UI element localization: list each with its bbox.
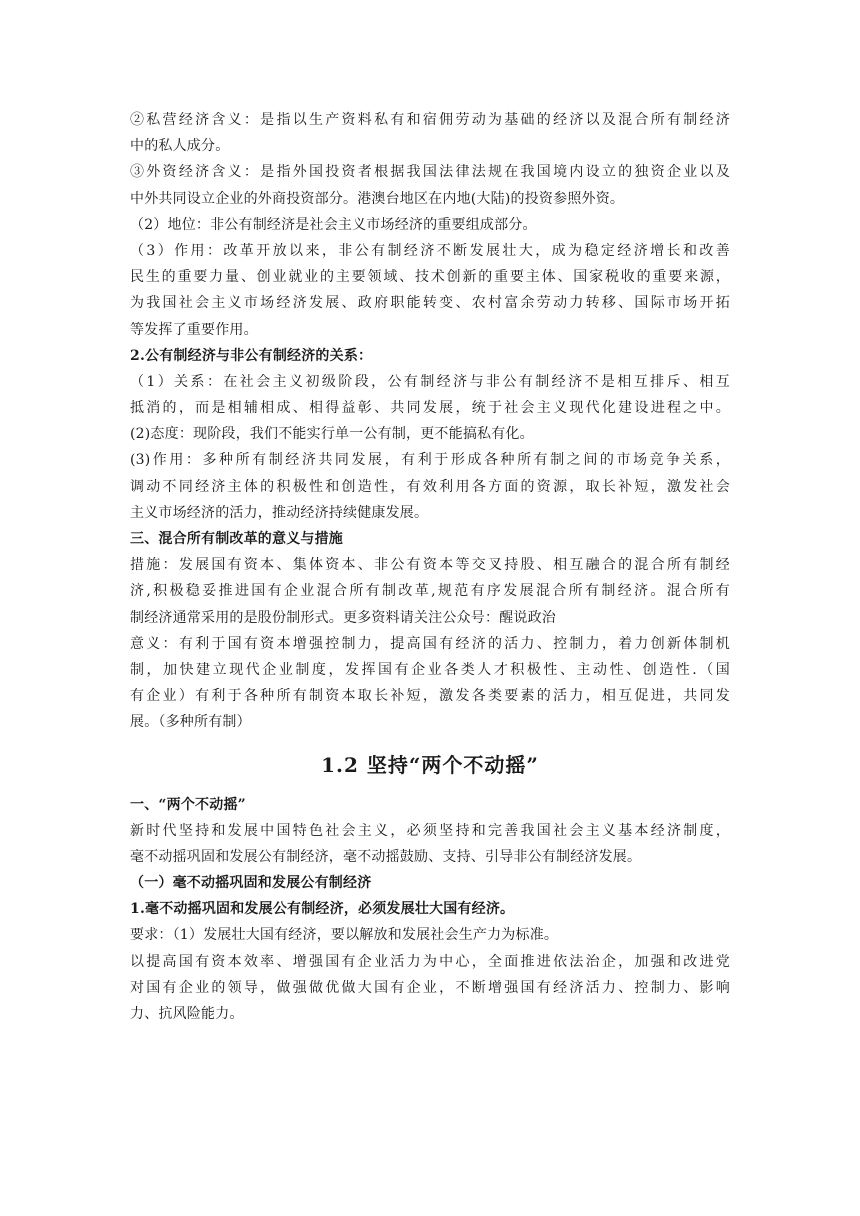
text-line: 力、抗风险能力。 xyxy=(130,1006,244,1022)
text-line: 毫不动摇巩固和发展公有制经济，毫不动摇鼓励、支持、引导非公有制经济发展。 xyxy=(130,848,642,865)
text-line: 抵消的，而是相辅相成、相得益彰、共同发展，统于社会主义现代化建设进程之中。 xyxy=(130,400,730,417)
text-line: （3）作用：改革开放以来，非公有制经济不断发展壮大，成为稳定经济增长和改善 xyxy=(130,242,730,259)
text-line: 有企业）有利于各种所有制资本取长补短，激发各类要素的活力，相互促进，共同发 xyxy=(130,688,730,705)
section-heading: 1.毫不动摇巩固和发展公有制经济，必须发展壮大国有经济。 xyxy=(130,901,515,918)
text-line: 等发挥了重要作用。 xyxy=(130,321,258,338)
text-line: 济,积极稳妥推进国有企业混合所有制改革,规范有序发展混合所有制经济。混合所有 xyxy=(130,583,730,600)
text-line: 以提高国有资本效率、增强国有企业活力为中心，全面推进依法治企，加强和改进党 xyxy=(130,953,730,970)
text-line: 中外共同设立企业的外商投资部分。港澳台地区在内地(大陆)的投资参照外资。 xyxy=(130,190,625,207)
text-line: 民生的重要力量、创业就业的主要领域、技术创新的重要主体、国家税收的重要来源， xyxy=(130,269,730,286)
section-heading: 一、“两个不动摇” xyxy=(130,796,246,813)
text-line: （2）地位：非公有制经济是社会主义市场经济的重要组成部分。 xyxy=(130,216,537,233)
section-title: 1.2 坚持“两个不动摇” xyxy=(321,752,539,777)
document-page xyxy=(130,107,730,1027)
text-line: (2)态度：现阶段，我们不能实行单一公有制，更不能搞私有化。 xyxy=(130,426,534,443)
text-line: 要求：（1）发展壮大国有经济，要以解放和发展社会生产力为标准。 xyxy=(130,927,559,944)
text-line: 展。（多种所有制） xyxy=(130,714,251,731)
text-line: 为我国社会主义市场经济发展、政府职能转变、农村富余劳动力转移、国际市场开拓 xyxy=(130,295,730,312)
text-line: 主义市场经济的活力，推动经济持续健康发展。 xyxy=(130,504,429,521)
text-line: 意义：有利于国有资本增强控制力，提高国有经济的活力、控制力，着力创新体制机 xyxy=(130,635,730,652)
text-line: ③外资经济含义：是指外国投资者根据我国法律法规在我国境内设立的独资企业以及 xyxy=(130,164,730,181)
text-line: 调动不同经济主体的积极性和创造性，有效利用各方面的资源，取长补短，激发社会 xyxy=(130,478,730,495)
text-line: （1）关系：在社会主义初级阶段，公有制经济与非公有制经济不是相互排斥、相互 xyxy=(130,373,730,390)
text-line: 措施：发展国有资本、集体资本、非公有资本等交叉持股、相互融合的混合所有制经 xyxy=(130,557,730,574)
text-line: ②私营经济含义：是指以生产资料私有和宿佣劳动为基础的经济以及混合所有制经济 xyxy=(130,112,730,128)
text-line: (3)作用：多种所有制经济共同发展，有利于形成各种所有制之间的市场竞争关系， xyxy=(130,452,730,469)
section-heading: 2.公有制经济与非公有制经济的关系： xyxy=(130,347,373,364)
text-line: 新时代坚持和发展中国特色社会主义，必须坚持和完善我国社会主义基本经济制度， xyxy=(130,822,730,839)
text-line: 中的私人成分。 xyxy=(130,138,230,155)
text-line: 制，加快建立现代企业制度，发挥国有企业各类人才积极性、主动性、创造性.（国 xyxy=(130,661,730,678)
text-line: 制经济通常采用的是股份制形式。更多资料请关注公众号：醒说政治 xyxy=(130,609,556,626)
section-heading: （一）毫不动摇巩固和发展公有制经济 xyxy=(130,875,372,892)
section-heading: 三、混合所有制改革的意义与措施 xyxy=(130,531,343,547)
text-line: 对国有企业的领导，做强做优做大国有企业，不断增强国有经济活力、控制力、影响 xyxy=(130,979,730,996)
